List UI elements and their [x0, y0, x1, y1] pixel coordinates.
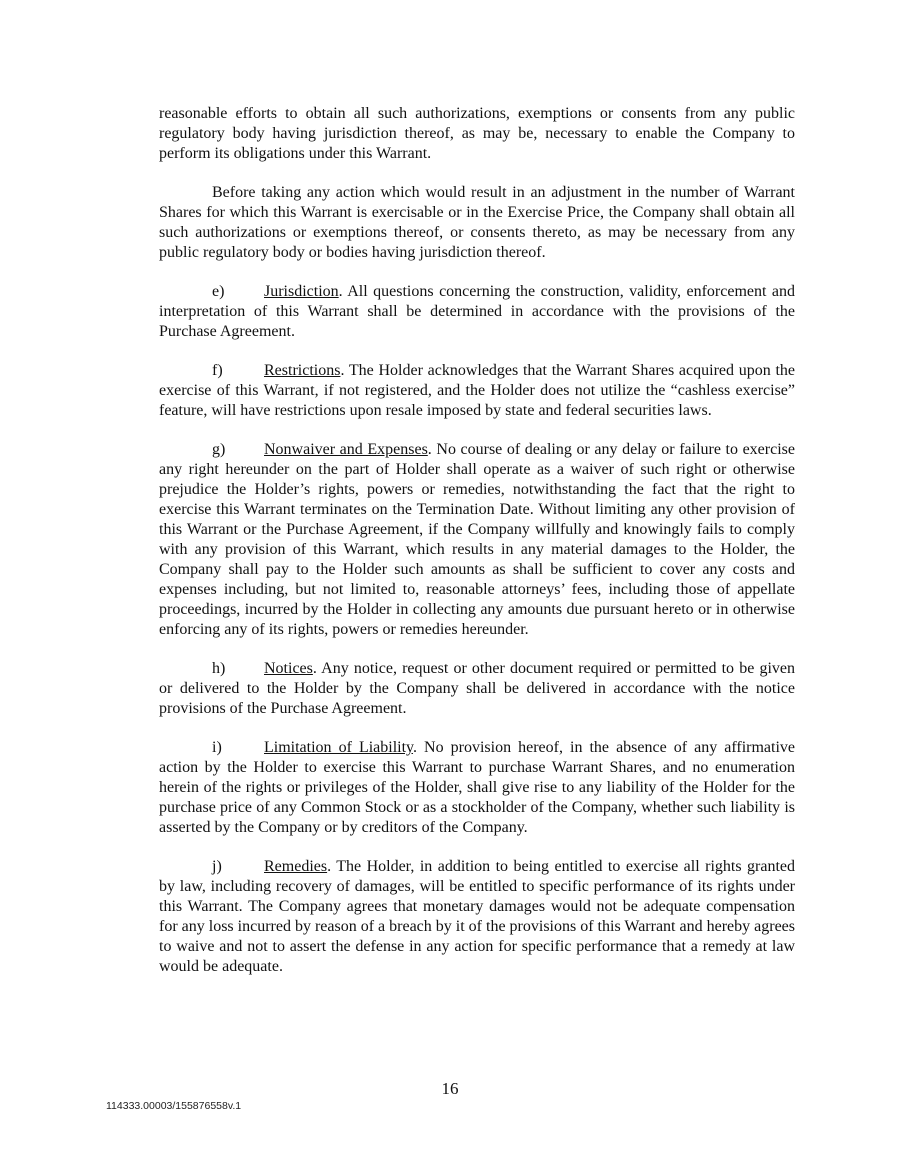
section-heading: Limitation of Liability	[264, 739, 414, 756]
document-id: 114333.00003/155876558v.1	[106, 1100, 242, 1112]
section-body: . All questions concerning the construction, validity, enforcement and interpretation of this Warrant shall be determined in accordance with the provisions of the Purchase Agreement.	[159, 283, 795, 340]
page-number: 16	[441, 1079, 459, 1098]
section-heading: Remedies	[264, 858, 328, 875]
section-f-restrictions	[159, 361, 795, 421]
section-marker: g)	[212, 441, 226, 458]
section-heading: Nonwaiver and Expenses	[264, 441, 428, 458]
section-marker: f)	[212, 362, 223, 379]
section-heading: Jurisdiction	[264, 283, 339, 300]
section-body: . The Holder acknowledges that the Warrant Shares acquired upon the exercise of this Warrant, if not registered, and the Holder does not utilize the “cashless exercise” feature, will have restrictions upon resale imposed by state and federal securities laws.	[159, 362, 795, 419]
paragraph-continuation: reasonable efforts to obtain all such authorizations, exemptions or consents from any public regulatory body having jurisdiction thereof, as may be, necessary to enable the Company to perform its obligations under this Warrant.	[159, 105, 795, 162]
document-body	[159, 104, 795, 996]
section-g-nonwaiver-and-expenses	[159, 440, 795, 640]
section-heading: Restrictions	[264, 362, 341, 379]
section-heading: Notices	[264, 660, 313, 677]
section-marker: e)	[212, 283, 225, 300]
section-i-limitation-of-liability	[159, 738, 795, 838]
section-body: . No provision hereof, in the absence of any affirmative action by the Holder to exercise this Warrant to purchase Warrant Shares, and no enumeration herein of the rights or privileges of the Holder, shall give rise to any liability of the Holder for the purchase price of any Common Stock or as a stockholder of the Company, whether such liability is asserted by the Company or by creditors of the Company.	[159, 739, 796, 836]
paragraph-adjustment-approvals: Before taking any action which would result in an adjustment in the number of Warrant Shares for which this Warrant is exercisable or in the Exercise Price, the Company shall obtain all such authorizations or exemptions thereof, or consents thereto, as may be necessary from any public regulatory body or bodies having jurisdiction thereof.	[159, 184, 795, 261]
section-marker: h)	[212, 660, 226, 677]
section-body: . No course of dealing or any delay or failure to exercise any right hereunder on the part of Holder shall operate as a waiver of such right or otherwise prejudice the Holder’s rights, powers or remedies, notwithstanding the fact that the right to exercise this Warrant terminates on the Termination Date. Without limiting any other provision of this Warrant or the Purchase Agreement, if the Company willfully and knowingly fails to comply with any provision of this Warrant, which results in any material damages to the Holder, the Company shall pay to the Holder such amounts as shall be sufficient to cover any costs and expenses including, but not limited to, reasonable attorneys’ fees, including those of appellate proceedings, incurred by the Holder in collecting any amounts due pursuant hereto or in otherwise enforcing any of its rights, powers or remedies hereunder.	[159, 441, 795, 638]
section-h-notices	[159, 659, 795, 719]
section-e-jurisdiction	[159, 282, 795, 342]
section-body: . The Holder, in addition to being entitled to exercise all rights granted by law, including recovery of damages, will be entitled to specific performance of its rights under this Warrant. The Company agrees that monetary damages would not be adequate compensation for any loss incurred by reason of a breach by it of the provisions of this Warrant and hereby agrees to waive and not to assert the defense in any action for specific performance that a remedy at law would be adequate.	[159, 858, 795, 975]
section-j-remedies	[159, 857, 795, 977]
section-marker: i)	[212, 739, 222, 756]
section-marker: j)	[212, 858, 222, 875]
section-body: . Any notice, request or other document required or permitted to be given or delivered to the Holder by the Company shall be delivered in accordance with the notice provisions of the Purchase Agreement.	[159, 660, 795, 717]
